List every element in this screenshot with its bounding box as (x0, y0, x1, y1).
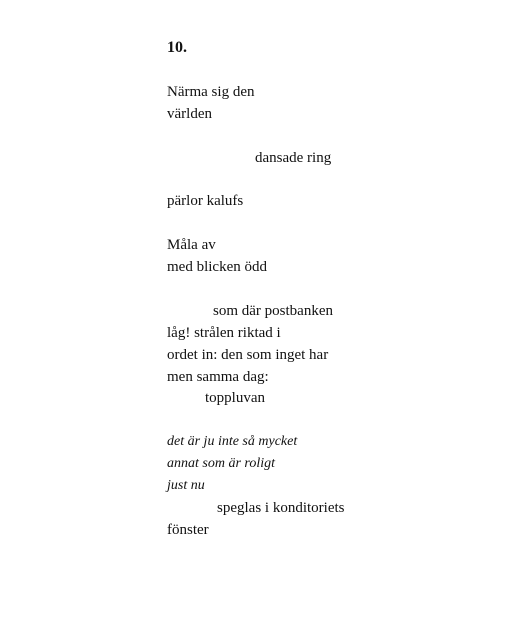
poem-line: Måla av (167, 237, 216, 253)
poem-line-italic: just nu (167, 478, 205, 493)
poem-line: som där postbanken (213, 303, 333, 319)
poem-line: ordet in: den som inget har (167, 347, 329, 363)
poem-line: med blicken ödd (167, 259, 267, 275)
poem-line: Närma sig den (167, 84, 255, 100)
poem-line: dansade ring (255, 150, 332, 166)
poem-number: 10. (167, 39, 187, 56)
poem-line: låg! strålen riktad i (167, 325, 281, 341)
poem-line: toppluvan (205, 390, 265, 406)
poem-line-italic: annat som är roligt (167, 456, 275, 471)
poem-line: speglas i konditoriets (217, 500, 345, 516)
poem-line: men samma dag: (167, 369, 269, 385)
poem-line-italic: det är ju inte så mycket (167, 434, 298, 449)
poem-line: pärlor kalufs (167, 193, 244, 209)
poem-line: världen (167, 106, 212, 122)
poem-line: fönster (167, 522, 209, 538)
